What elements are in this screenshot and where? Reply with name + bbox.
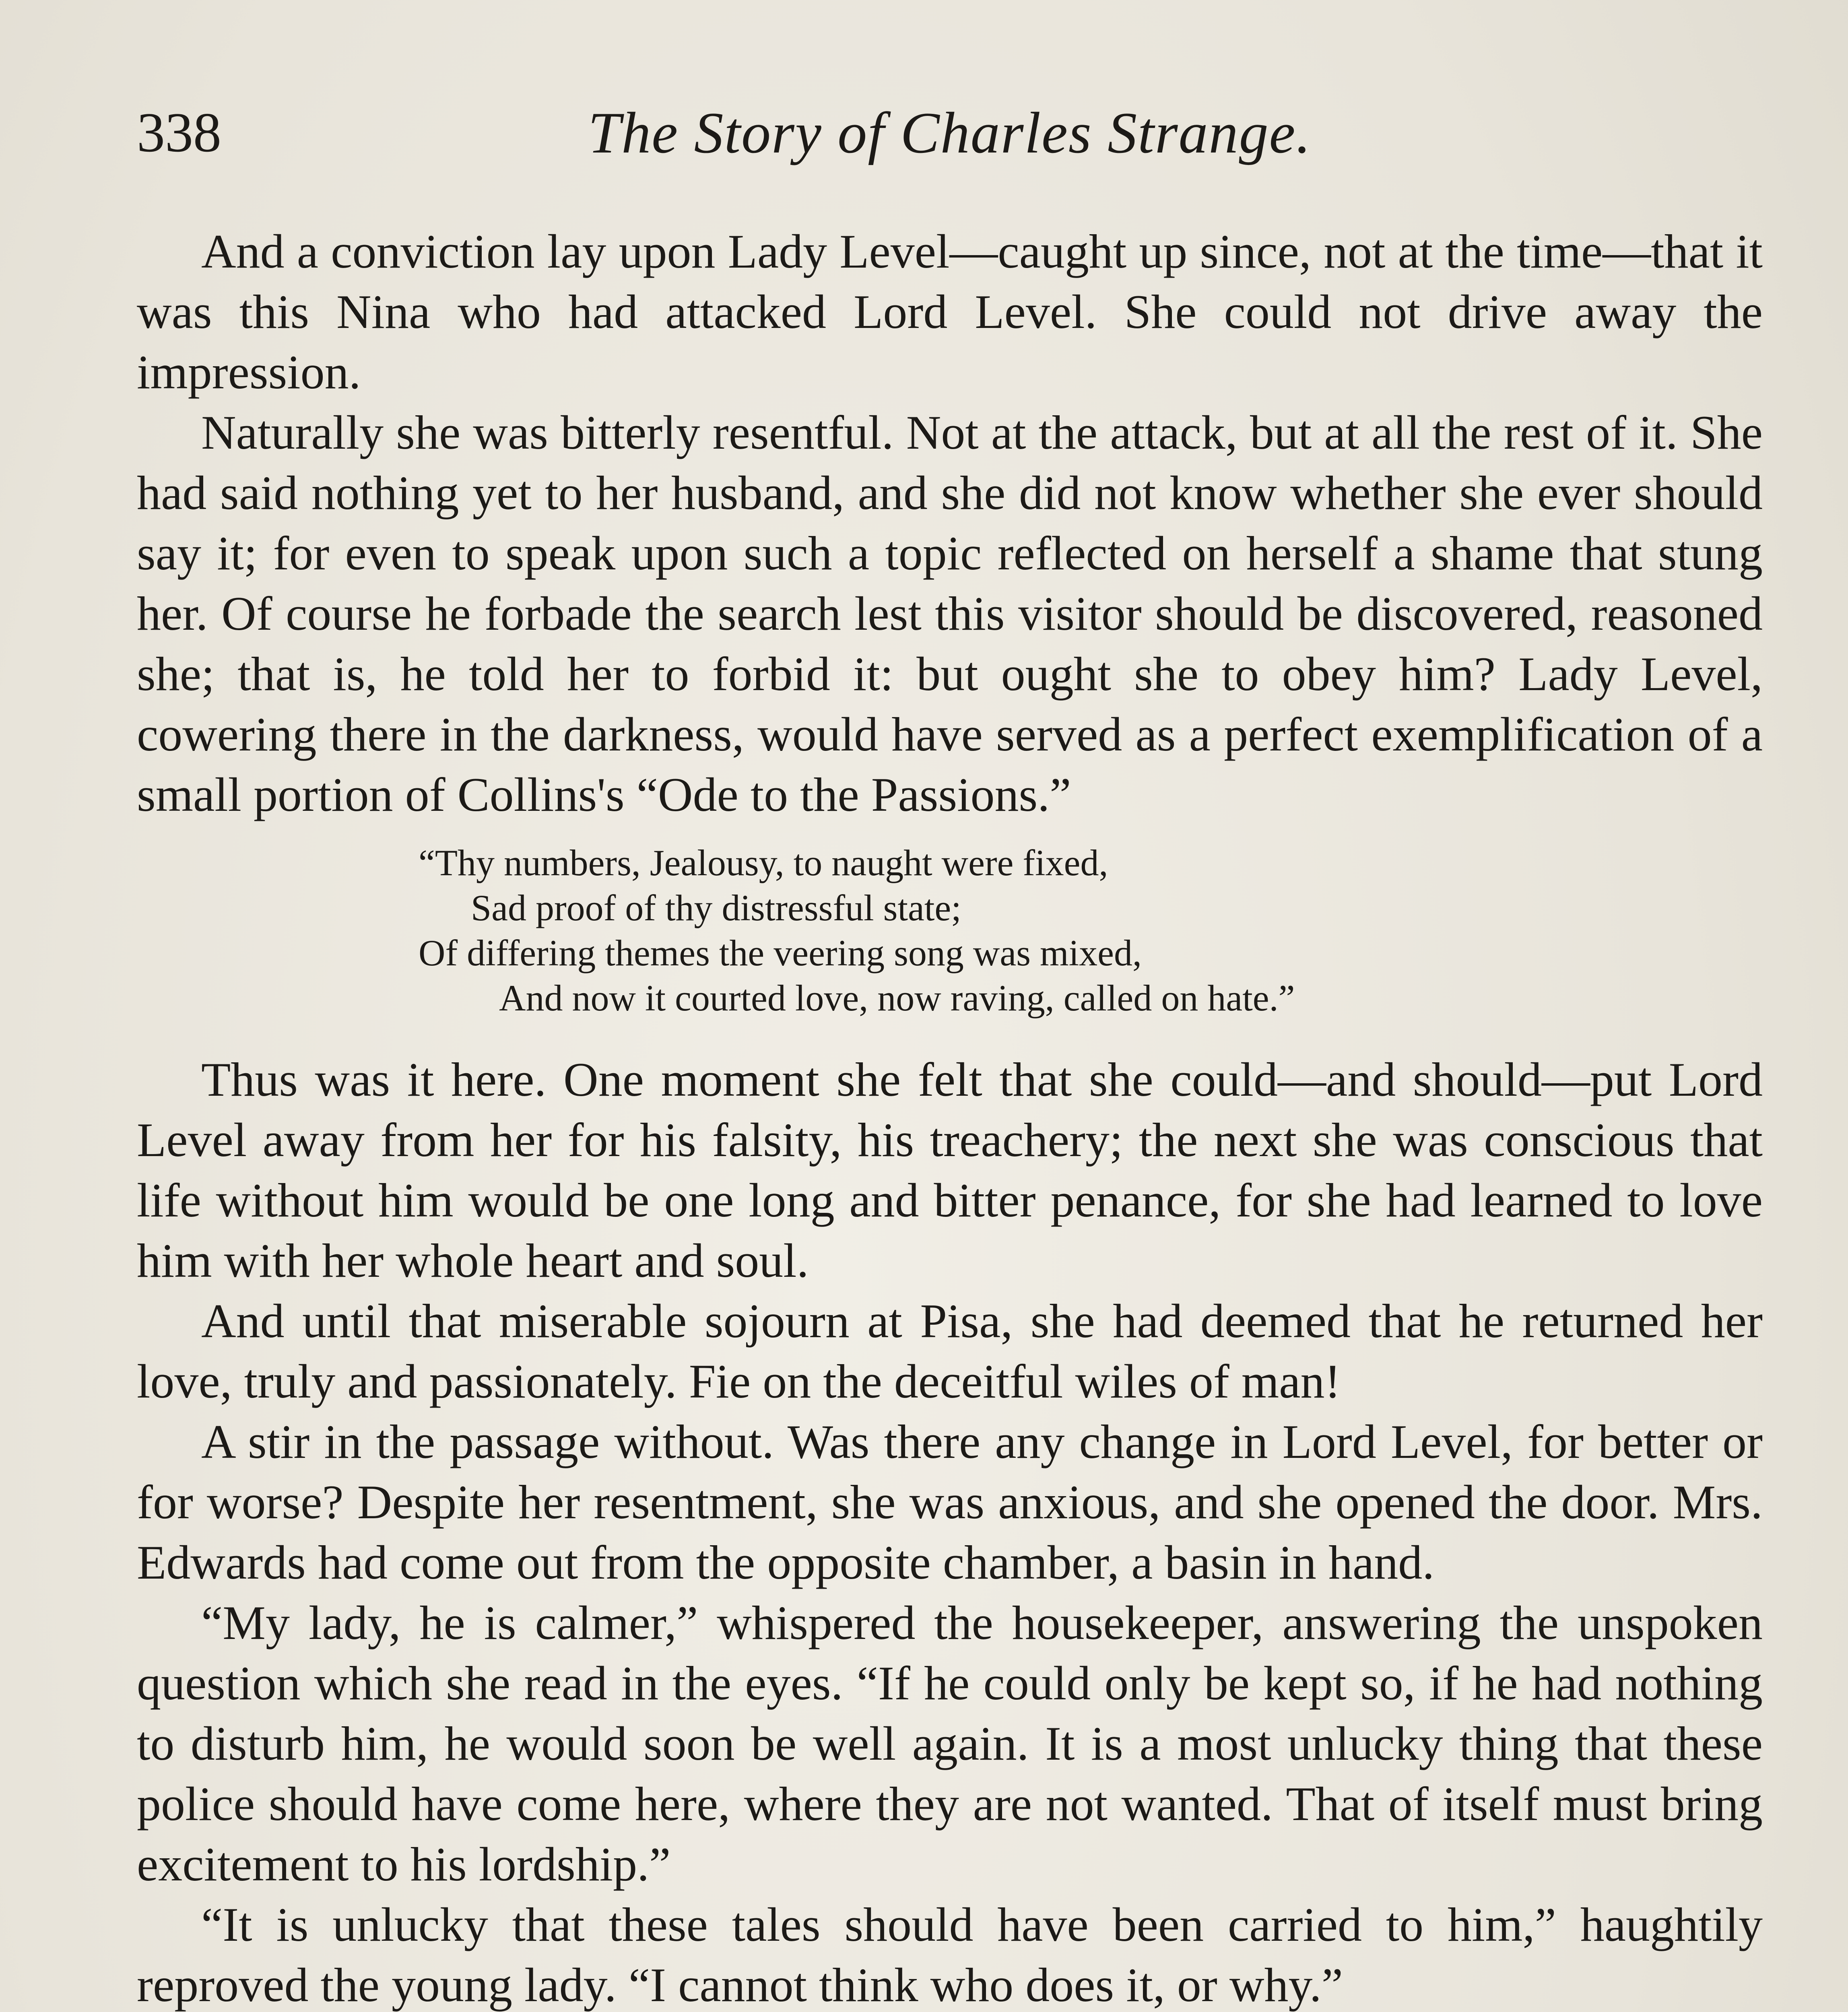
- running-head: The Story of Charles Strange.: [588, 100, 1312, 165]
- paragraph: And a conviction lay upon Lady Level—caught up since, not at the time—that it was this Nina who had attacked Lord Level. She could not drive away the impression.: [137, 225, 1763, 399]
- verse-line: Sad proof of thy distressful state;: [471, 887, 961, 928]
- verse-line: “Thy numbers, Jealousy, to naught were fixed,: [419, 842, 1108, 883]
- verse-line: Of differing themes the veering song was mixed,: [419, 932, 1142, 973]
- paragraph: Naturally she was bitterly resentful. Not at the attack, but at all the rest of it. She had said nothing yet to her husband, and she did not know whether she ever should say it; for even to speak upon such a topic reflected on herself a shame that stung her. Of course he forbade the search lest this visitor should be discovered, reasoned she; that is, he told her to forbid it: but ought she to obey him? Lady Level, cowering there in the darkness, would have served as a perfect exemplification of a small portion of Collins's “Ode to the Passions.”: [137, 406, 1763, 821]
- page-header: [137, 93, 1763, 173]
- paragraph: “It is unlucky that these tales should have been carried to him,” haughtily reproved the young lady. “I cannot think who does it, or why.”: [137, 1898, 1763, 2012]
- paragraph: And until that miserable sojourn at Pisa, she had deemed that he returned her love, truly and passionately. Fie on the deceitful wiles of man!: [137, 1294, 1763, 1408]
- paragraph: A stir in the passage without. Was there any change in Lord Level, for better or for worse? Despite her resentment, she was anxious, and she opened the door. Mrs. Edwards had come out from the opposite chamber, a basin in hand.: [137, 1415, 1763, 1589]
- paragraph: “My lady, he is calmer,” whispered the housekeeper, answering the unspoken question which she read in the eyes. “If he could only be kept so, if he had nothing to disturb him, he would soon be well again. It is a most unlucky thing that these police should have come here, where they are not wanted. That of itself must bring excitement to his lordship.”: [137, 1596, 1763, 1891]
- verse-quotation: [419, 840, 1763, 1020]
- verse-line: And now it courted love, now raving, called on hate.”: [499, 977, 1295, 1018]
- page-number: 338: [137, 101, 221, 164]
- paragraph: Thus was it here. One moment she felt that she could—and should—put Lord Level away from her for his falsity, his treachery; the next she was conscious that life without him would be one long and bitter penance, for she had learned to love him with her whole heart and soul.: [137, 1053, 1763, 1287]
- body-text: [137, 221, 1763, 2012]
